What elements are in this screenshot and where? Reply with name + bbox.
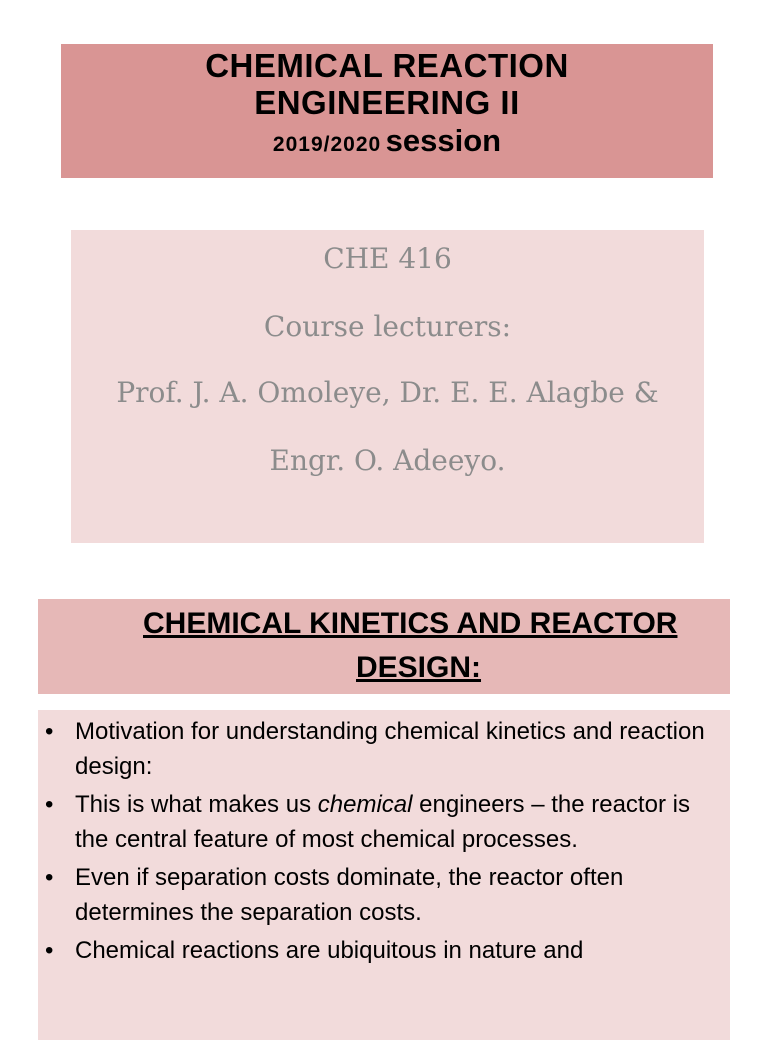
bullet-item-separation-costs: • Even if separation costs dominate, the reactor often determines the separation costs. (38, 860, 730, 930)
lecturers-line-2: Engr. O. Adeeyo. (269, 444, 506, 477)
course-code: CHE 416 (323, 242, 452, 275)
bullet-2-emphasis: chemical (317, 791, 413, 818)
title-line-1: CHEMICAL REACTION (205, 47, 569, 84)
session-line (61, 124, 713, 164)
lecturers-line-1: Prof. J. A. Omoleye, Dr. E. E. Alagbe & (116, 376, 659, 409)
course-info-box (71, 230, 704, 543)
section-title-line-1: CHEMICAL KINETICS AND REACTOR (143, 607, 678, 640)
bullet-content-box (38, 710, 730, 1040)
bullet-item-motivation: • Motivation for understanding chemical kinetics and reaction design: (38, 714, 730, 784)
slide-title-banner (61, 44, 713, 178)
bullet-item-ubiquitous: • Chemical reactions are ubiquitous in nature and (38, 933, 730, 968)
lecturers-label: Course lecturers: (263, 310, 512, 343)
bullet-2-text-after: engineers – the reactor is the central feature of most chemical processes. (75, 791, 690, 853)
session-years: 2019/2020 (272, 133, 382, 156)
section-title-banner (38, 599, 730, 694)
bullet-list (38, 714, 730, 971)
section-title-line-2: DESIGN: (356, 651, 482, 684)
title-line-2: ENGINEERING II (254, 84, 520, 121)
session-word: session (385, 123, 502, 158)
bullet-2-text-before: This is what makes us (75, 791, 318, 818)
bullet-item-chemical-engineers (38, 787, 730, 857)
